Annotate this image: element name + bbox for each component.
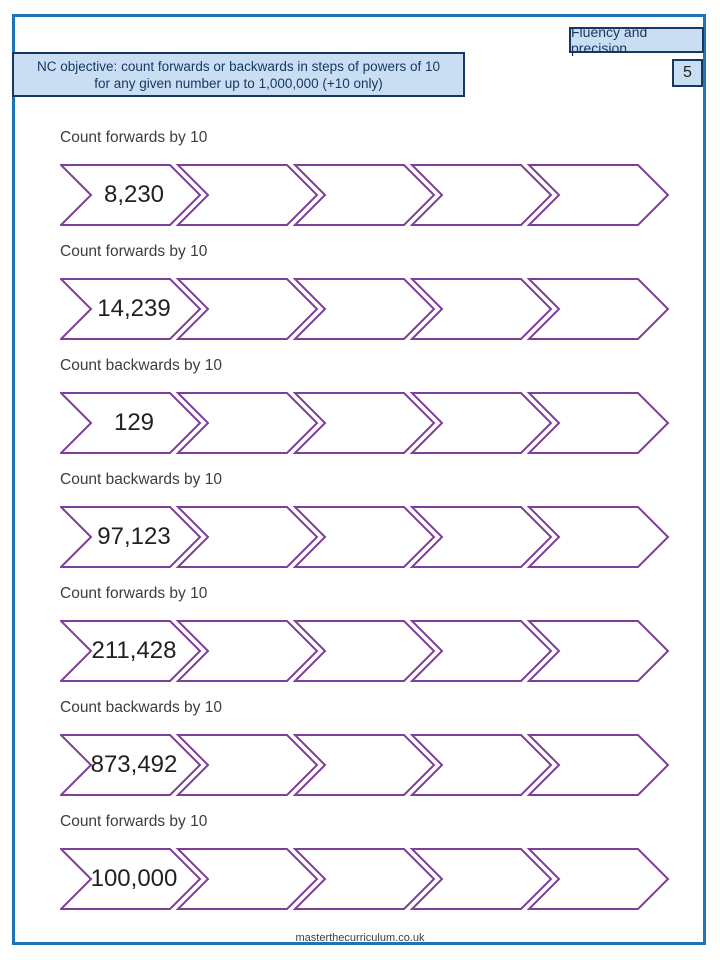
- start-number: 129: [113, 409, 155, 436]
- arrow-sequence: [60, 734, 670, 796]
- counting-row: [60, 356, 670, 454]
- arrow-sequence: [60, 164, 670, 226]
- counting-row: [60, 242, 670, 340]
- page-number-badge: [672, 59, 703, 87]
- row-instruction: Count backwards by 10: [60, 471, 222, 488]
- start-number: 873,492: [90, 751, 178, 778]
- counting-row: [60, 584, 670, 682]
- row-instruction: Count forwards by 10: [60, 129, 208, 146]
- fluency-badge-label: Fluency and precision: [571, 24, 648, 56]
- arrow-sequence: [60, 392, 670, 454]
- page-number: 5: [683, 64, 692, 81]
- start-number: 211,428: [91, 637, 177, 664]
- start-number: 97,123: [97, 523, 171, 550]
- row-instruction: Count backwards by 10: [60, 699, 222, 716]
- nc-objective-box: [12, 52, 465, 97]
- start-number: 100,000: [90, 865, 178, 892]
- row-instruction: Count forwards by 10: [60, 585, 208, 602]
- footer-url: masterthecurriculum.co.uk: [295, 932, 425, 944]
- arrow-sequence: [60, 278, 670, 340]
- fluency-badge: [569, 24, 704, 56]
- row-instruction: Count forwards by 10: [60, 813, 208, 830]
- counting-row: [60, 470, 670, 568]
- start-number: 8,230: [103, 181, 165, 208]
- nc-objective-text: NC objective: count forwards or backwards in steps of powers of 10 for any given number up to 1,000,000 (+10 only): [37, 58, 440, 91]
- start-number: 14,239: [97, 295, 171, 322]
- row-instruction: Count backwards by 10: [60, 357, 222, 374]
- counting-row: [60, 128, 670, 226]
- arrow-sequence: [60, 848, 670, 910]
- row-instruction: Count forwards by 10: [60, 243, 208, 260]
- counting-row: [60, 812, 670, 910]
- arrow-sequence: [60, 506, 670, 568]
- counting-row: [60, 698, 670, 796]
- arrow-sequence: [60, 620, 670, 682]
- worksheet-rows: [60, 128, 670, 926]
